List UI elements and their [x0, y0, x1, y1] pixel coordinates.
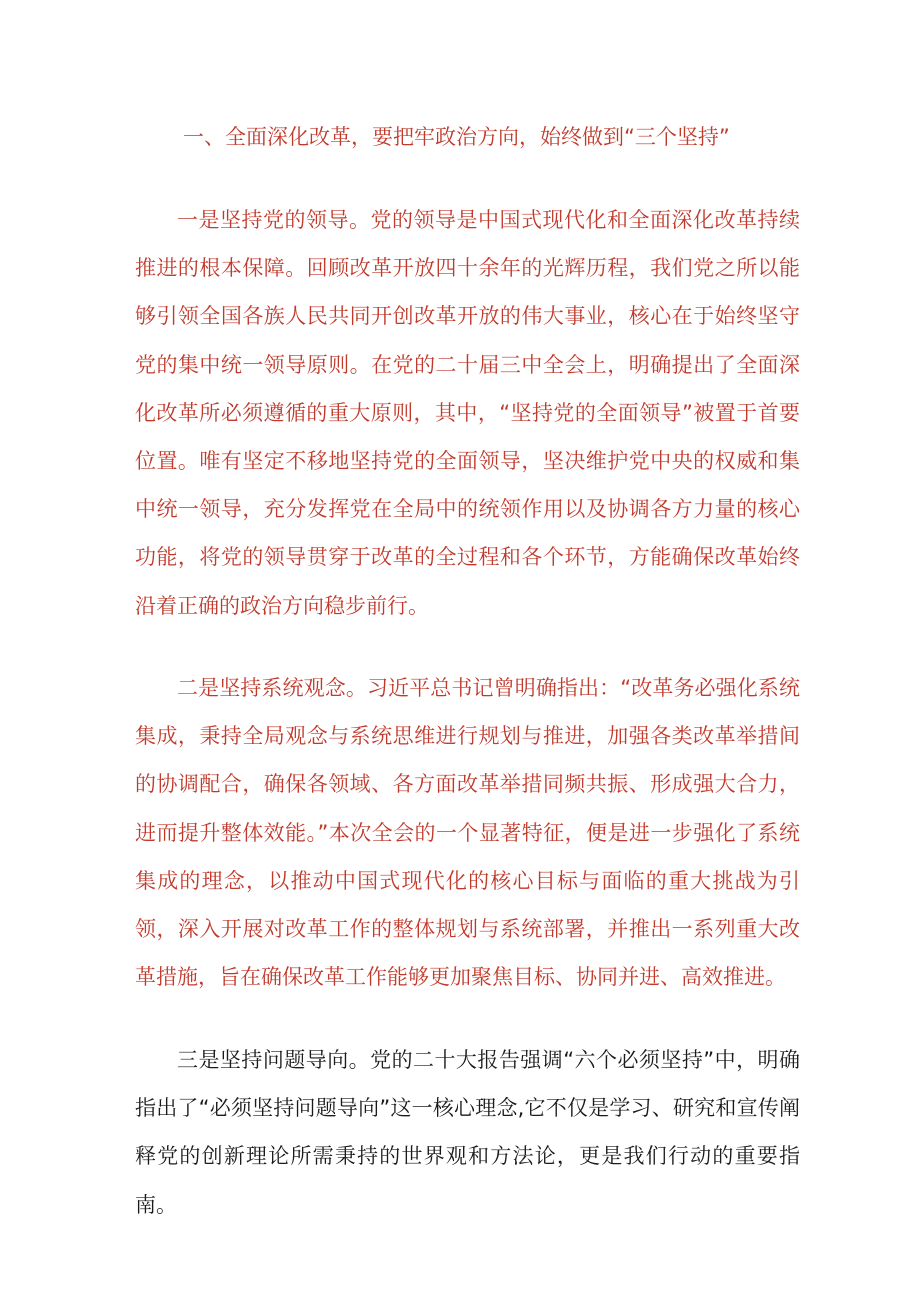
paragraph-system-concept: 二是坚持系统观念。习近平总书记曾明确指出：“改革务必强化系统集成，秉持全局观念与系统思维进行规划与推进，加强各类改革举措间的协调配合，确保各领域、各方面改革举措同频共振、形成强大合力，进而提升整体效能。”本次全会的一个显著特征，便是进一步强化了系统集成的理念，以推动中国式现代化的核心目标与面临的重大挑战为引领，深入开展对改革工作的整体规划与系统部署，并推出一系列重大改革措施，旨在确保改革工作能够更加聚焦目标、协同并进、高效推进。 — [135, 676, 800, 990]
section-heading: 一、全面深化改革，要把牢政治方向，始终做到“三个坚持” — [183, 125, 730, 149]
paragraph-party-leadership: 一是坚持党的领导。党的领导是中国式现代化和全面深化改革持续推进的根本保障。回顾改革开放四十余年的光辉历程，我们党之所以能够引领全国各族人民共同开创改革开放的伟大事业，核心在于始终坚守党的集中统一领导原则。在党的二十届三中全会上，明确提出了全面深化改革所必须遵循的重大原则，其中，“坚持党的全面领导”被置于首要位置。唯有坚定不移地坚持党的全面领导，坚决维护党中央的权威和集中统一领导，充分发挥党在全局中的统领作用以及协调各方力量的核心功能，将党的领导贯穿于改革的全过程和各个环节，方能确保改革始终沿着正确的政治方向稳步前行。 — [135, 208, 800, 618]
paragraph-problem-orientation: 三是坚持问题导向。党的二十大报告强调“六个必须坚持”中，明确指出了“必须坚持问题导向”这一核心理念,它不仅是学习、研究和宣传阐释党的创新理论所需秉持的世界观和方法论，更是我们行动的重要指南。 — [135, 1048, 800, 1217]
